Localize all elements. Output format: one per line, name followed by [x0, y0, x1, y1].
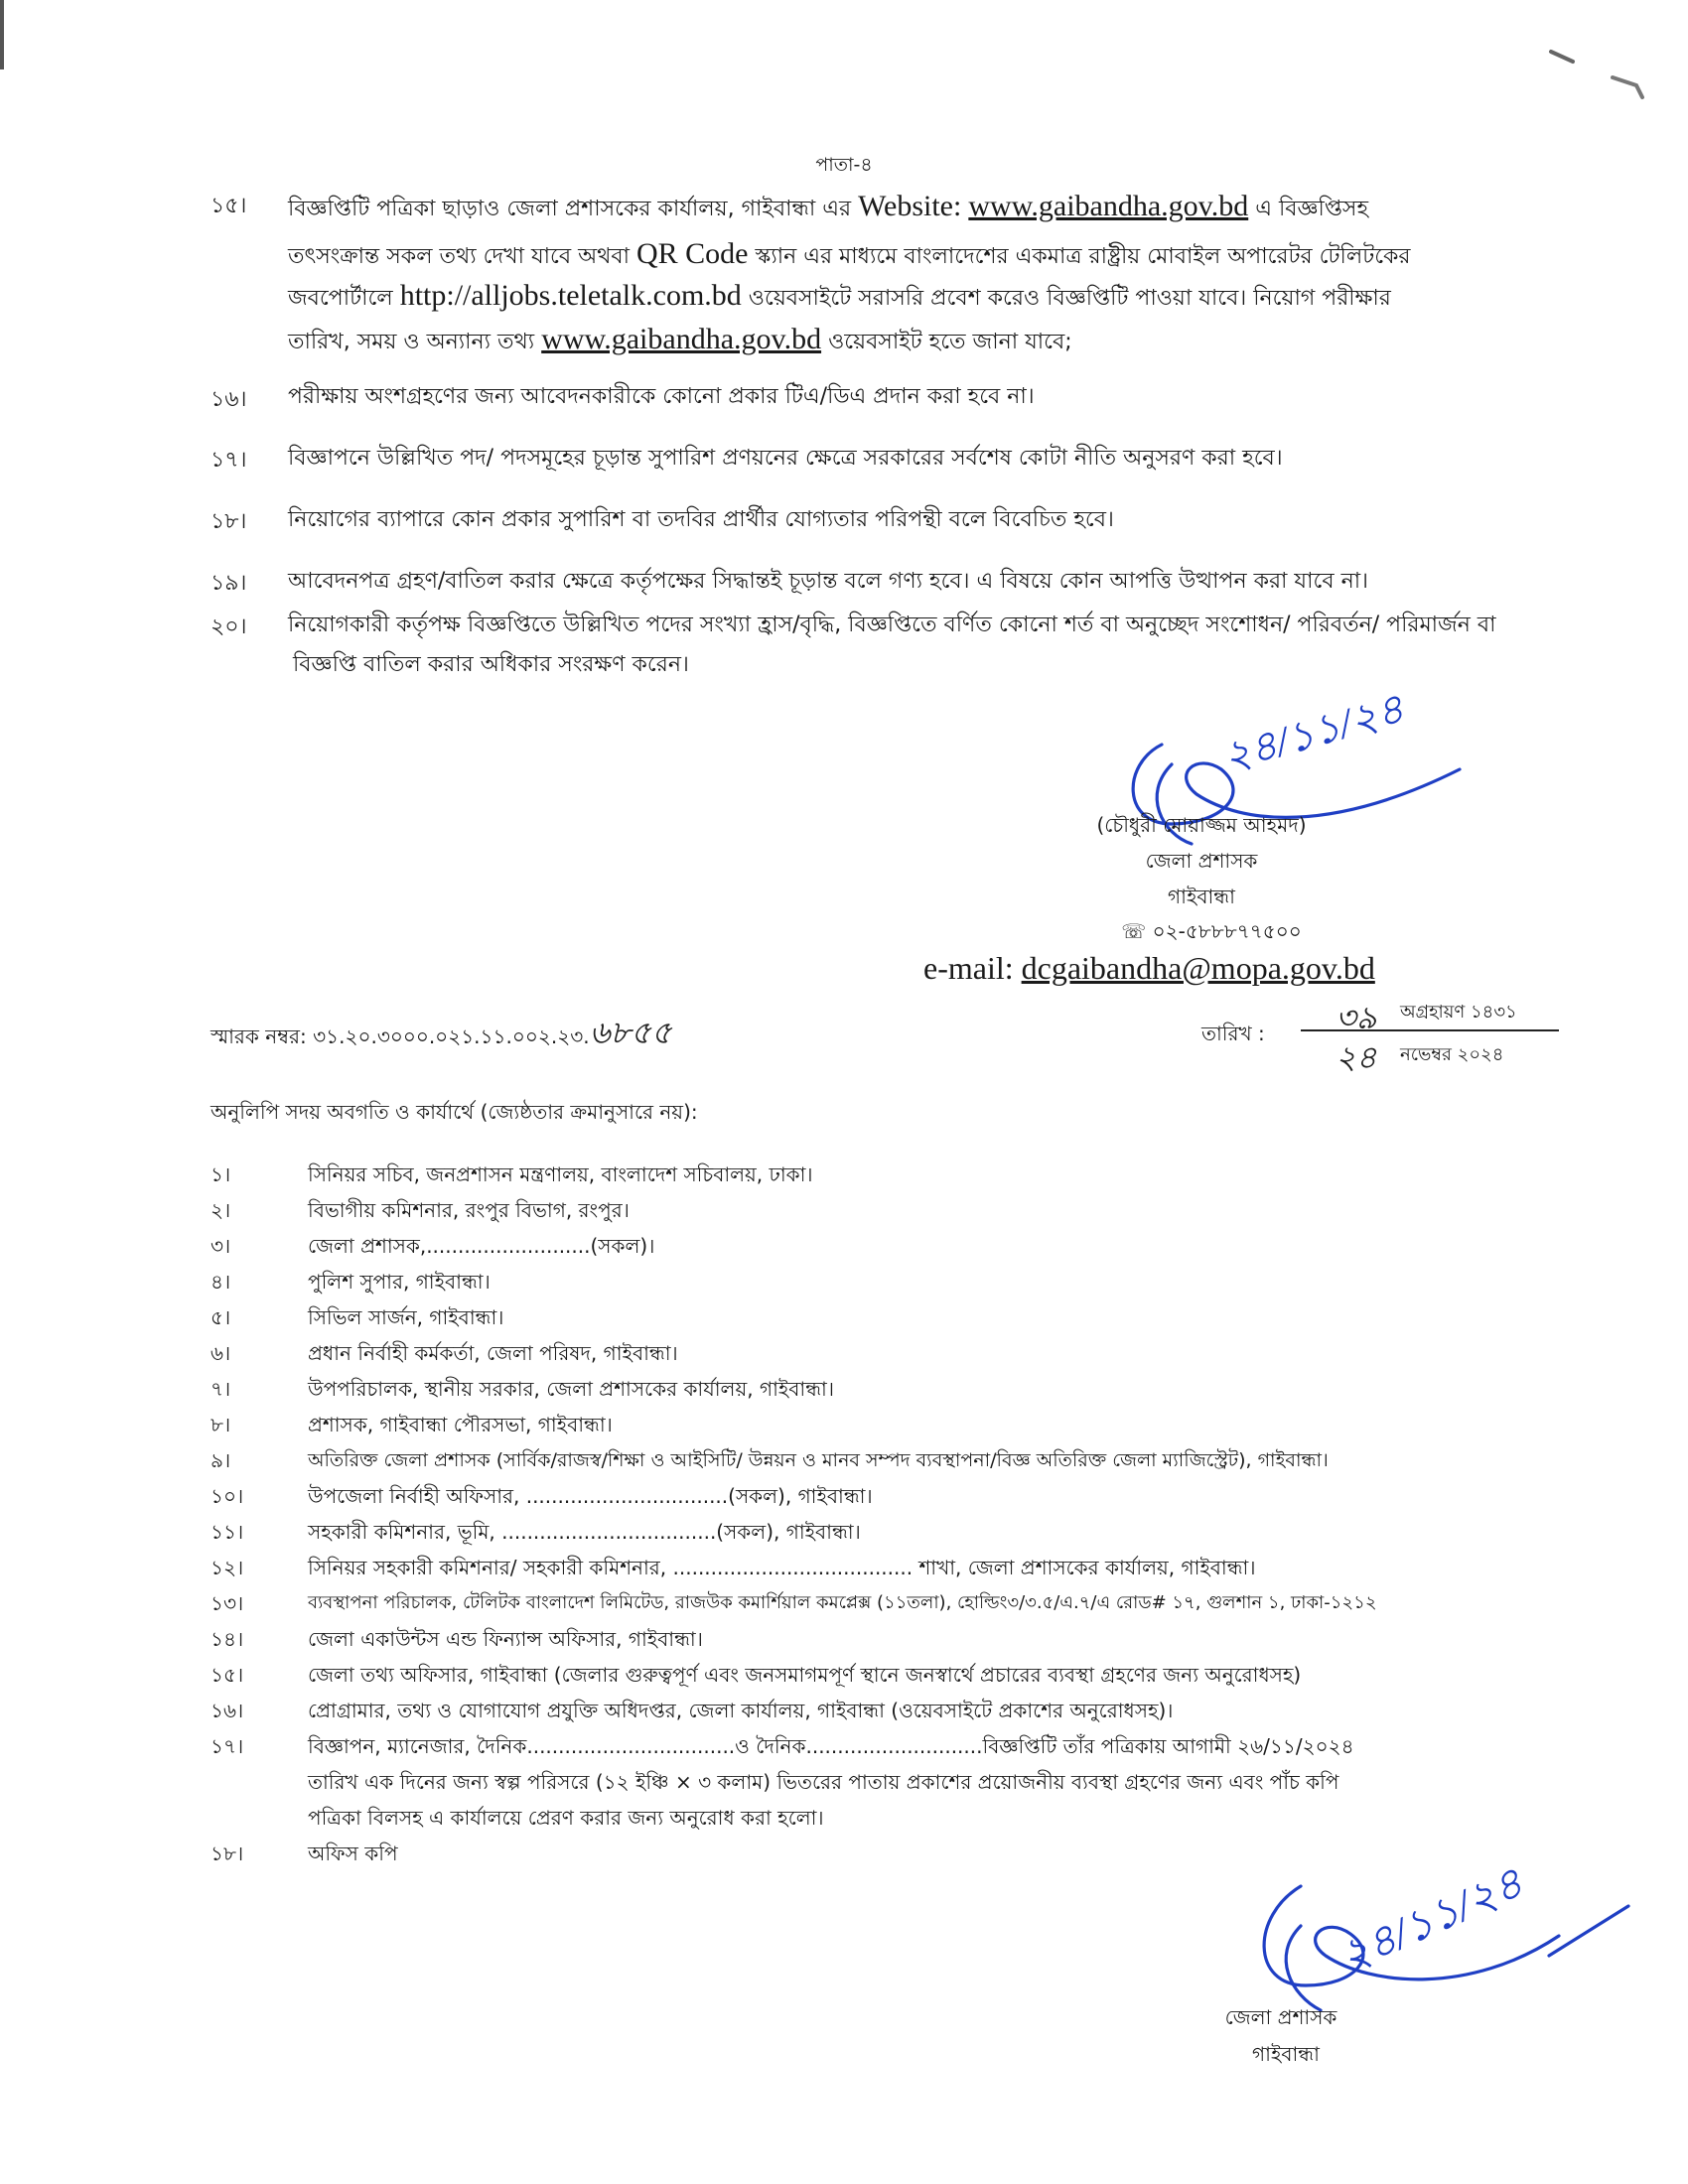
list-item: ১৬। প্রোগ্রামার, তথ্য ও যোগাযোগ প্রযুক্তি অধিদপ্তর, জেলা কার্যালয়, গাইবান্ধা (ওয়েবসাইটে প্রকাশের অনুরোধসহ)। [211, 1699, 1174, 1722]
date-label: তারিখ : [1201, 1022, 1265, 1045]
date-en-day: ২৪ [1336, 1039, 1377, 1075]
clause-number: ১৯। [211, 571, 247, 596]
list-item: ১৭। বিজ্ঞাপন, ম্যানেজার, দৈনিক.................................ও দৈনিক............................বিজ্ঞপ্তিটি তাঁর পত্রিকায় আগামী ২৬/১১/২০২৪ তারিখ এক দিনের জন্য স্বল্প পরিসরে (১২ ইঞ্চি × ৩ কলাম) ভিতরের পাতায় প্রকাশের প্রয়োজনীয় ব্যবস্থা গ্রহণের জন্য এবং পাঁচ কপি পত্রিকা বিলসহ এ কার্যালয়ে প্রেরণ করার জন্য অনুরোধ করা হলো। [211, 1734, 1354, 1830]
website-link[interactable]: www.gaibandha.gov.bd [541, 323, 822, 355]
cc-heading: অনুলিপি সদয় অবগতি ও কার্যার্থে (জ্যেষ্ঠতার ক্রমানুসারে নয়): [211, 1100, 698, 1124]
bottom-handwritten-date: ২৪/১১/২৪ [1333, 1857, 1531, 1981]
signatory-district: গাইবান্ধা [1168, 885, 1235, 908]
list-item: ৯। অতিরিক্ত জেলা প্রশাসক (সার্বিক/রাজস্ব/শিক্ষা ও আইসিটি/ উন্নয়ন ও মানব সম্পদ ব্যবস্থাপনা/বিজ্ঞ অতিরিক্ত জেলা ম্যাজিস্ট্রেট), গাইবান্ধা। [211, 1448, 1329, 1472]
list-item: ১২। সিনিয়র সহকারী কমিশনার/ সহকারী কমিশনার, ...................................... শাখা, জেলা প্রশাসকের কার্যালয়, গাইবান্ধা। [211, 1556, 1256, 1579]
clause-16-text: পরীক্ষায় অংশগ্রহণের জন্য আবেদনকারীকে কোনো প্রকার টিএ/ডিএ প্রদান করা হবে না। [288, 384, 1035, 409]
scan-edge-mark [0, 0, 4, 69]
signatory-name: (চৌধুরী মোয়াজ্জম আহমদ) [1096, 813, 1307, 837]
handwritten-memo-suffix: ৬৮৫৫ [589, 1015, 672, 1050]
clause-number: ১৫। [211, 194, 247, 218]
clause-number: ১৮। [211, 509, 247, 534]
list-item: ১০। উপজেলা নির্বাহী অফিসার, ................................(সকল), গাইবান্ধা। [211, 1484, 873, 1508]
signatory-email: e-mail: dcgaibandha@mopa.gov.bd [923, 950, 1375, 986]
date-bn-month: অগ্রহায়ণ ১৪৩১ [1400, 1002, 1517, 1023]
list-item: ১৩। ব্যবস্থাপনা পরিচালক, টেলিটক বাংলাদেশ লিমিটেড, রাজউক কমার্শিয়াল কমপ্লেক্স (১১তলা), হোল্ডিং৩/৩.৫/এ.৭/এ রোড# ১৭, গুলশান ১, ঢাকা-১২১২ [211, 1591, 1377, 1615]
clause-20-line-1: নিয়োগকারী কর্তৃপক্ষ বিজ্ঞপ্তিতে উল্লিখিত পদের সংখ্যা হ্রাস/বৃদ্ধি, বিজ্ঞপ্তিতে বর্ণিত কোনো শর্ত বা অনুচ্ছেদ সংশোধন/ পরিবর্তন/ পরিমার্জন বা [288, 613, 1496, 637]
signatory-phone: ☏ ০২-৫৮৮৮৭৭৫০০ [1121, 919, 1302, 943]
clause-18-text: নিয়োগের ব্যাপারে কোন প্রকার সুপারিশ বা তদবির প্রার্থীর যোগ্যতার পরিপন্থী বলে বিবেচিত হবে। [288, 507, 1114, 532]
date-divider [1301, 1029, 1559, 1031]
list-item: ৪। পুলিশ সুপার, গাইবান্ধা। [211, 1270, 491, 1294]
list-item: ৫। সিভিল সার্জন, গাইবান্ধা। [211, 1305, 504, 1329]
cc-list [211, 1157, 1601, 1871]
clause-number: ২০। [211, 614, 247, 639]
clause-15-line-2: তৎসংক্রান্ত সকল তথ্য দেখা যাবে অথবা QR Code স্ক্যান এর মাধ্যমে বাংলাদেশের একমাত্র রাষ্ট্রীয় মোবাইল অপারেটর টেলিটকের [288, 237, 1411, 270]
clause-number: ১৬। [211, 387, 247, 412]
page-label: পাতা-৪ [815, 154, 873, 176]
list-item: ১। সিনিয়র সচিব, জনপ্রশাসন মন্ত্রণালয়, বাংলাদেশ সচিবালয়, ঢাকা। [211, 1162, 813, 1186]
list-item: ২। বিভাগীয় কমিশনার, রংপুর বিভাগ, রংপুর। [211, 1198, 630, 1222]
signatory-designation: জেলা প্রশাসক [1145, 849, 1258, 873]
handwritten-date: ২৪/১১/২৪ [1217, 686, 1410, 781]
scan-speck-marks [1539, 40, 1658, 109]
clause-15-line-4: তারিখ, সময় ও অন্যান্য তথ্য www.gaibandha.gov.bd ওয়েবসাইট হতে জানা যাবে; [288, 323, 1072, 355]
clause-20-line-2: বিজ্ঞপ্তি বাতিল করার অধিকার সংরক্ষণ করেন। [293, 652, 689, 677]
clause-15-line-3: জবপোর্টালে http://alljobs.teletalk.com.bd ওয়েবসাইটে সরাসরি প্রবেশ করেও বিজ্ঞপ্তিটি পাওয়া যাবে। নিয়োগ পরীক্ষার [288, 279, 1391, 312]
clause-19-text: আবেদনপত্র গ্রহণ/বাতিল করার ক্ষেত্রে কর্তৃপক্ষের সিদ্ধান্তই চূড়ান্ত বলে গণ্য হবে। এ বিষয়ে কোন আপত্তি উত্থাপন করা যাবে না। [288, 569, 1368, 594]
email-link[interactable]: dcgaibandha@mopa.gov.bd [1021, 950, 1375, 986]
list-item: ১৪। জেলা একাউন্টস এন্ড ফিন্যান্স অফিসার, গাইবান্ধা। [211, 1627, 703, 1651]
bottom-district: গাইবান্ধা [1252, 2042, 1320, 2066]
memo-number: স্মারক নম্বর: ৩১.২০.৩০০০.০২১.১১.০০২.২৩.৬৮৫৫ [211, 1015, 672, 1050]
clause-15-line-1: বিজ্ঞপ্তিটি পত্রিকা ছাড়াও জেলা প্রশাসকের কার্যালয়, গাইবান্ধা এর Website: www.gaibandha.gov.bd এ বিজ্ঞপ্তিসহ [288, 190, 1369, 222]
list-item: ১১। সহকারী কমিশনার, ভূমি, ..................................(সকল), গাইবান্ধা। [211, 1520, 861, 1544]
website-link[interactable]: www.gaibandha.gov.bd [968, 190, 1249, 222]
clause-17-text: বিজ্ঞাপনে উল্লিখিত পদ/ পদসমূহের চূড়ান্ত সুপারিশ প্রণয়নের ক্ষেত্রে সরকারের সর্বশেষ কোটা নীতি অনুসরণ করা হবে। [288, 446, 1283, 471]
list-item: ৬। প্রধান নির্বাহী কর্মকর্তা, জেলা পরিষদ, গাইবান্ধা। [211, 1341, 678, 1365]
list-item: ৮। প্রশাসক, গাইবান্ধা পৌরসভা, গাইবান্ধা। [211, 1413, 613, 1436]
phone-icon: ☏ [1121, 919, 1147, 943]
date-bn-day: ৩৯ [1336, 1000, 1377, 1035]
list-item: ১৮। অফিস কপি [211, 1842, 398, 1865]
list-item: ৩। জেলা প্রশাসক,..........................(সকল)। [211, 1234, 655, 1258]
bottom-designation: জেলা প্রশাসক [1224, 2005, 1337, 2029]
clause-number: ১৭। [211, 448, 247, 473]
list-item: ৭। উপপরিচালক, স্থানীয় সরকার, জেলা প্রশাসকের কার্যালয়, গাইবান্ধা। [211, 1377, 834, 1401]
jobportal-link[interactable]: http://alljobs.teletalk.com.bd [399, 279, 742, 312]
date-en-month: নভেম্বর ২০২৪ [1400, 1044, 1504, 1065]
list-item: ১৫। জেলা তথ্য অফিসার, গাইবান্ধা (জেলার গুরুত্বপূর্ণ এবং জনসমাগমপূর্ণ স্থানে জনস্বার্থে প্রচারের ব্যবস্থা গ্রহণের জন্য অনুরোধসহ) [211, 1663, 1302, 1687]
